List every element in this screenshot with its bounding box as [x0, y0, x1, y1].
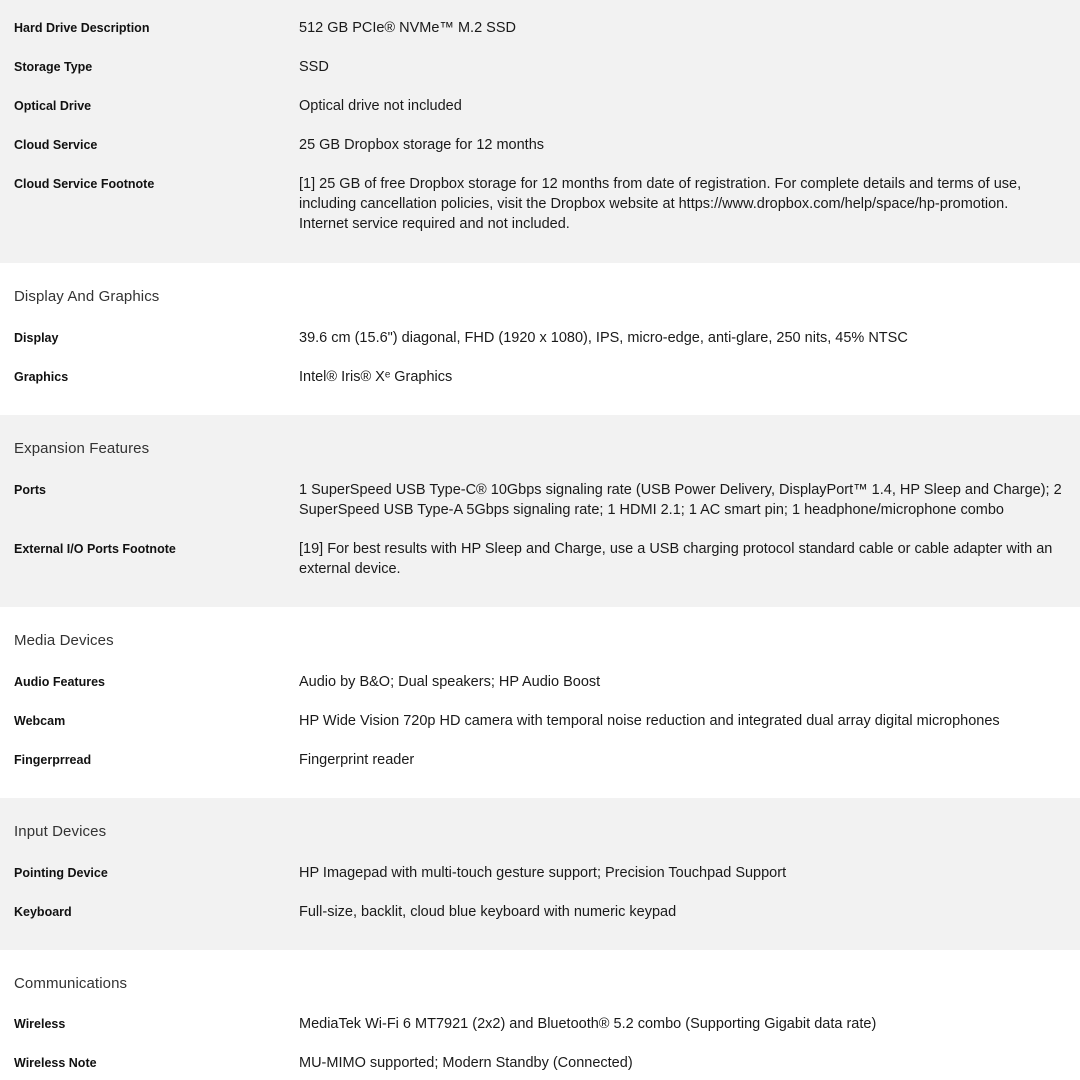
spec-label: Keyboard	[14, 905, 72, 919]
spec-label: Cloud Service Footnote	[14, 177, 155, 191]
spec-value: SSD	[299, 59, 329, 75]
section-title: Media Devices	[14, 632, 114, 649]
display-graphics-section	[0, 263, 1080, 415]
spec-label: Wireless	[14, 1017, 66, 1031]
spec-value: 39.6 cm (15.6") diagonal, FHD (1920 x 1080), IPS, micro-edge, anti-glare, 250 nits, 45% NTSC	[299, 330, 908, 346]
spec-label: Audio Features	[14, 675, 105, 689]
spec-value: [19] For best results with HP Sleep and Charge, use a USB charging protocol standard cable or cable adapter with an external device.	[299, 541, 1053, 577]
spec-label: Fingerprread	[14, 753, 92, 767]
spec-value: Intel® Iris® Xᵉ Graphics	[299, 369, 453, 385]
spec-value: 1 SuperSpeed USB Type-C® 10Gbps signaling rate (USB Power Delivery, DisplayPort™ 1.4, HP Sleep and Charge); 2 SuperSpeed USB Type-A 5Gbps signaling rate; 1 HDMI 2.1; 1 AC smart pin; 1 headphone/microphone combo	[299, 482, 1062, 518]
spec-label: Display	[14, 331, 59, 345]
spec-label: Hard Drive Description	[14, 21, 150, 35]
spec-label: Cloud Service	[14, 138, 98, 152]
spec-label: Storage Type	[14, 60, 93, 74]
spec-label: Ports	[14, 483, 46, 497]
spec-value: Full-size, backlit, cloud blue keyboard with numeric keypad	[299, 904, 677, 920]
spec-value: 512 GB PCIe® NVMe™ M.2 SSD	[299, 20, 516, 36]
section-title: Input Devices	[14, 823, 107, 840]
communications-section	[0, 950, 1080, 1080]
spec-label: Pointing Device	[14, 866, 108, 880]
spec-value: MU-MIMO supported; Modern Standby (Connected)	[299, 1055, 633, 1071]
section-title: Display And Graphics	[14, 288, 160, 305]
spec-label: Graphics	[14, 370, 69, 384]
media-devices-section	[0, 607, 1080, 798]
spec-label: Optical Drive	[14, 99, 92, 113]
expansion-features-section	[0, 415, 1080, 607]
spec-value: HP Wide Vision 720p HD camera with temporal noise reduction and integrated dual array digital microphones	[299, 713, 1000, 729]
section-title: Expansion Features	[14, 440, 150, 457]
spec-value: 25 GB Dropbox storage for 12 months	[299, 137, 545, 153]
spec-value: [1] 25 GB of free Dropbox storage for 12 months from date of registration. For complete details and terms of use, including cancellation policies, visit the Dropbox website at https://www.dropbox.com/help/space/hp-promotion. Internet service required and not included.	[299, 176, 1022, 232]
spec-label: External I/O Ports Footnote	[14, 542, 176, 556]
spec-label: Wireless Note	[14, 1056, 97, 1070]
storage-section	[0, 0, 1080, 263]
spec-label: Webcam	[14, 714, 66, 728]
spec-value: Optical drive not included	[299, 98, 462, 114]
spec-value: MediaTek Wi-Fi 6 MT7921 (2x2) and Bluetooth® 5.2 combo (Supporting Gigabit data rate)	[299, 1016, 877, 1032]
spec-value: HP Imagepad with multi-touch gesture support; Precision Touchpad Support	[299, 865, 787, 881]
input-devices-section	[0, 798, 1080, 950]
spec-value: Audio by B&O; Dual speakers; HP Audio Boost	[299, 674, 601, 690]
section-title: Communications	[14, 975, 128, 992]
spec-value: Fingerprint reader	[299, 752, 415, 768]
